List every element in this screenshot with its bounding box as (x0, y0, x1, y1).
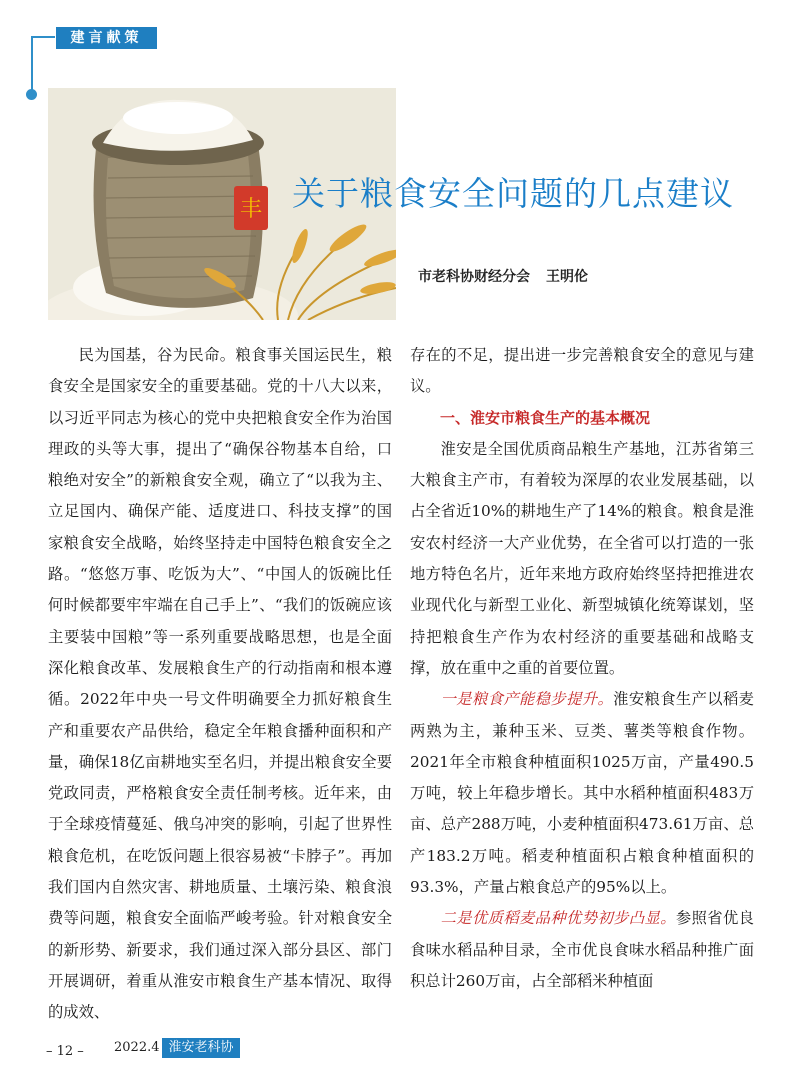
section-tag: 建言献策 (56, 27, 157, 49)
page-number: – 12 – (46, 1044, 84, 1059)
header-dot (26, 89, 37, 100)
article-title: 关于粮食安全问题的几点建议 (292, 174, 734, 213)
paragraph-continued: 存在的不足，提出进一步完善粮食安全的意见与建议。 (410, 346, 754, 396)
paragraph-varieties (410, 903, 754, 997)
right-column (410, 340, 754, 997)
header-rule-horizontal (31, 36, 55, 38)
byline (418, 266, 588, 286)
capacity-text: 淮安粮食生产以稻麦两熟为主，兼种玉米、豆类、薯类等粮食作物。2021年全市粮食种植面积1025万亩，产量490.5万吨，较上年稳步增长。其中水稻种植面积483万亩、总产288万吨，小麦种植面积473.61万亩、总产183.2万吨。稻麦种植面积占粮食种植面积的93.3%，产量占粮食总产的95%以上。 (410, 690, 754, 897)
magazine-name: 淮安老科协 (162, 1038, 240, 1058)
left-column (48, 340, 392, 1029)
paragraph-overview: 淮安是全国优质商品粮生产基地，江苏省第三大粮食主产市，有着较为深厚的农业发展基础，以占全省近10%的耕地生产了14%的粮食。粮食是淮安农村经济一大产业优势，在全省可以打造的一张地方特色名片，近年来地方政府始终坚持把推进农业现代化与新型工业化、新型城镇化统筹谋划，坚持把粮食生产作为农村经济的重要基础和战略支撑，放在重中之重的首要位置。 (410, 439, 754, 677)
author-name: 王明伦 (546, 269, 588, 285)
issue-number: 2022.4 (114, 1040, 160, 1055)
header-rule-vertical (31, 36, 33, 92)
author-organization: 市老科协财经分会 (418, 269, 530, 285)
sack-label-char: 丰 (239, 197, 263, 222)
varieties-text: 参照省优良食味水稻品种目录，全市优良食味水稻品种推广面积总计260万亩，占全部稻米种植面 (410, 909, 754, 990)
section-heading: 一、淮安市粮食生产的基本概况 (440, 408, 651, 427)
subheading-capacity: 一是粮食产能稳步提升。 (440, 690, 614, 709)
subheading-varieties: 二是优质稻麦品种优势初步凸显。 (440, 909, 676, 928)
paragraph-capacity (410, 684, 754, 903)
paragraph-intro: 民为国基，谷为民命。粮食事关国运民生，粮食安全是国家安全的重要基础。党的十八大以来，以习近平同志为核心的党中央把粮食安全作为治国理政的头等大事，提出了“确保谷物基本自给，口粮绝对安全”的新粮食安全观，确立了“以我为主、立足国内、确保产能、适度进口、科技支撑”的国家粮食安全战略，始终坚持走中国特色粮食安全之路。“悠悠万事、吃饭为大”、“中国人的饭碗比任何时候都要牢牢端在自己手上”、“我们的饭碗应该主要装中国粮”等一系列重要战略思想，也是全面深化粮食改革、发展粮食生产的行动指南和根本遵循。2022年中央一号文件明确要全力抓好粮食生产和重要农产品供给，稳定全年粮食播种面积和产量，确保18亿亩耕地实至名归，并提出粮食安全要党政同责，严格粮食安全责任制考核。近年来，由于全球疫情蔓延、俄乌冲突的影响，引起了世界性粮食危机，在吃饭问题上很容易被“卡脖子”。再加我们国内自然灾害、耕地质量、土壤污染、粮食浪费等问题，粮食安全面临严峻考验。针对粮食安全的新形势、新要求，我们通过深入部分县区、部门开展调研，着重从淮安市粮食生产基本情况、取得的成效、 (48, 346, 392, 1022)
